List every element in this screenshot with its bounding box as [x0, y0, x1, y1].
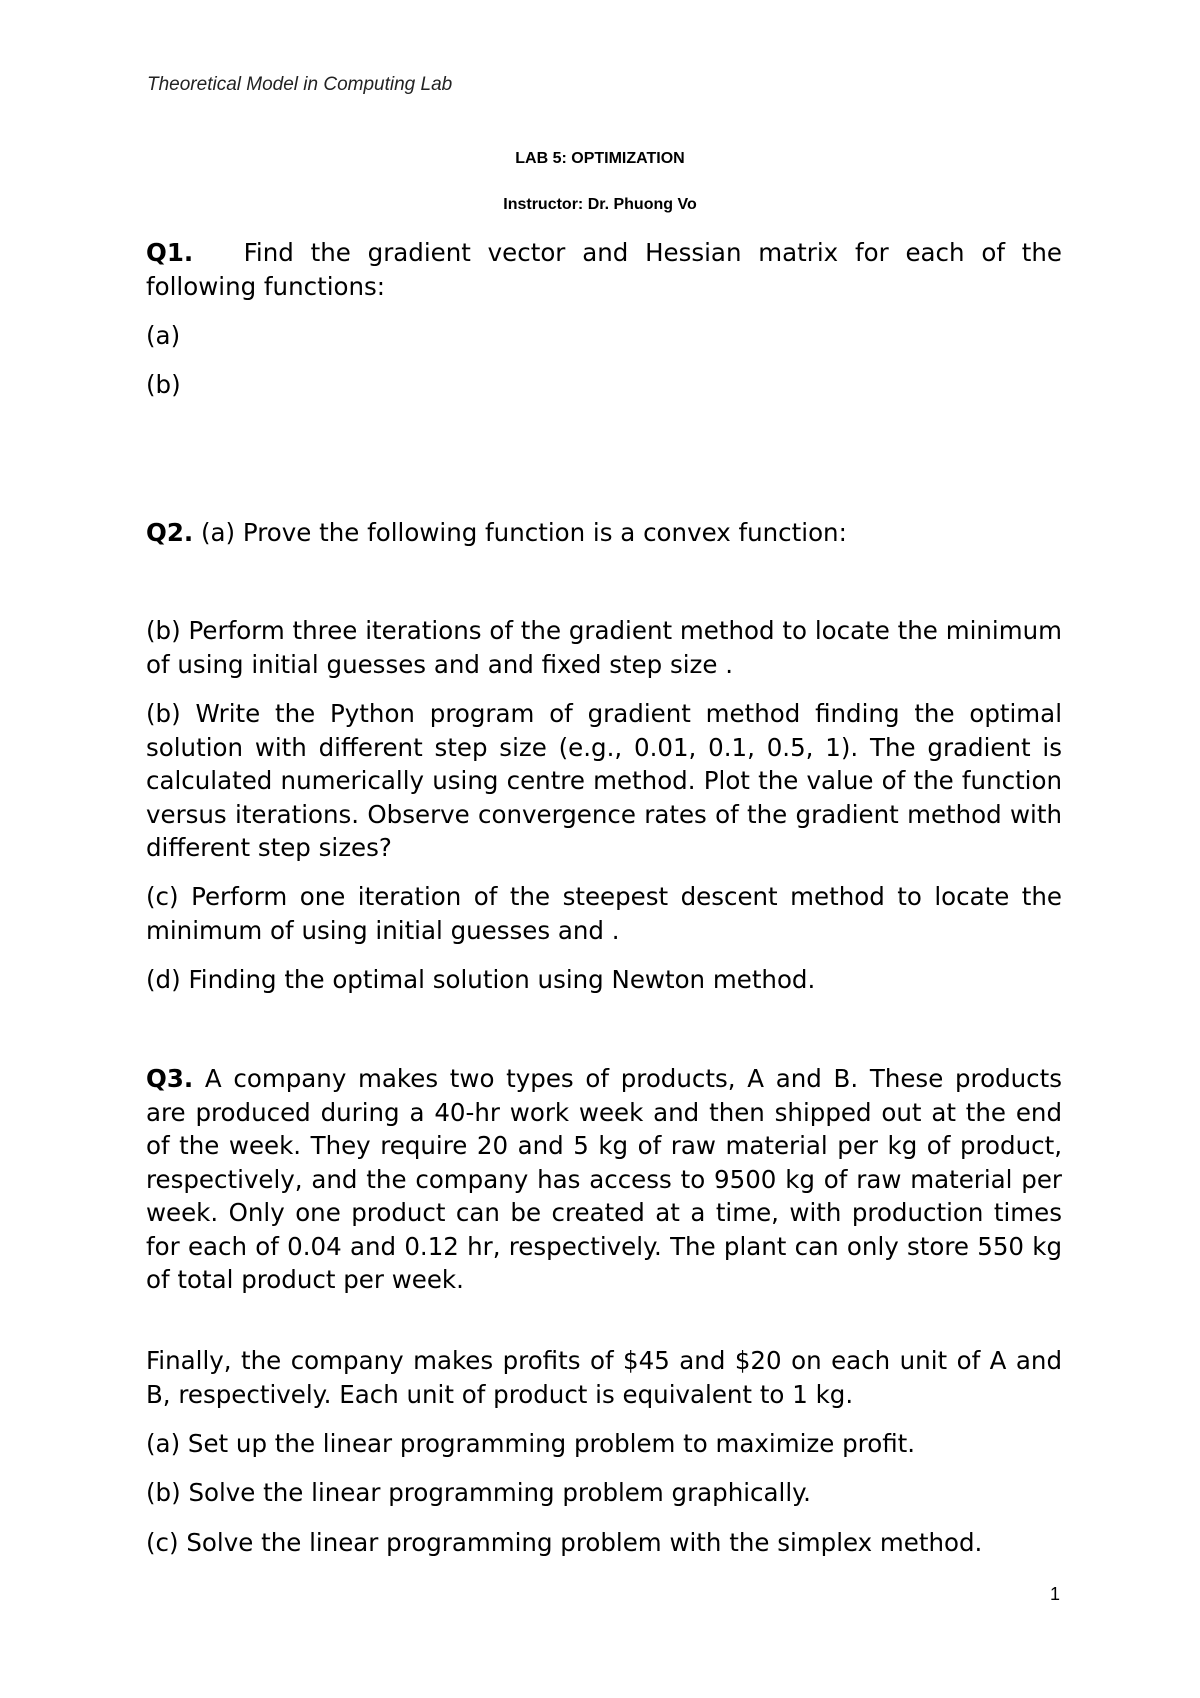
q3-number: Q3.	[146, 1064, 194, 1093]
q2-part-a-line	[146, 516, 1062, 550]
instructor-line: Instructor: Dr. Phuong Vo	[503, 196, 697, 213]
q2-number: Q2.	[146, 518, 194, 547]
running-header: Theoretical Model in Computing Lab	[147, 74, 453, 95]
question-2	[146, 516, 1062, 550]
q2-part-d: (d) Finding the optimal solution using Newton method.	[146, 965, 816, 994]
q3-statement	[146, 1062, 1062, 1297]
q1-number: Q1.	[146, 238, 194, 267]
question-3	[146, 1062, 1062, 1297]
q3-profit-text: Finally, the company makes profits of $45 and $20 on each unit of A and B, respectively. Each unit of product is equivalent to 1 kg.	[146, 1346, 1062, 1409]
q1-part-b: (b)	[146, 370, 181, 399]
q3-text: A company makes two types of products, A and B. These products are produced during a 40-hr work week and then shipped out at the end of the week. They require 20 and 5 kg of raw material per kg of product, respectively, and the company has access to 9500 kg of raw material per week. Only one product can be created at a time, with production times for each of 0.04 and 0.12 hr, respectively. The plant can only store 550 kg of total product per week.	[146, 1064, 1062, 1294]
q1-statement	[146, 236, 1062, 303]
page-number: 1	[1049, 1584, 1060, 1604]
question-1	[146, 236, 1062, 303]
q1-part-a: (a)	[146, 321, 181, 350]
q3-part-b: (b) Solve the linear programming problem graphically.	[146, 1478, 811, 1507]
q3-part-c: (c) Solve the linear programming problem with the simplex method.	[146, 1528, 983, 1557]
q2-part-a: (a) Prove the following function is a convex function:	[200, 518, 847, 547]
lab-title: LAB 5: OPTIMIZATION	[515, 150, 685, 167]
q2-part-b2: (b) Write the Python program of gradient method finding the optimal solution with different step size (e.g., 0.01, 0.1, 0.5, 1). The gradient is calculated numerically using centre method. Plot the value of the function versus iterations. Observe convergence rates of the gradient method with different step sizes?	[146, 699, 1062, 862]
q1-text: Find the gradient vector and Hessian matrix for each of the following functions:	[146, 238, 1062, 301]
q2-part-c: (c) Perform one iteration of the steepest descent method to locate the minimum of using initial guesses and .	[146, 882, 1062, 945]
q2-part-b1: (b) Perform three iterations of the gradient method to locate the minimum of using initial guesses and and fixed step size .	[146, 616, 1062, 679]
q3-part-a: (a) Set up the linear programming problem to maximize profit.	[146, 1429, 916, 1458]
